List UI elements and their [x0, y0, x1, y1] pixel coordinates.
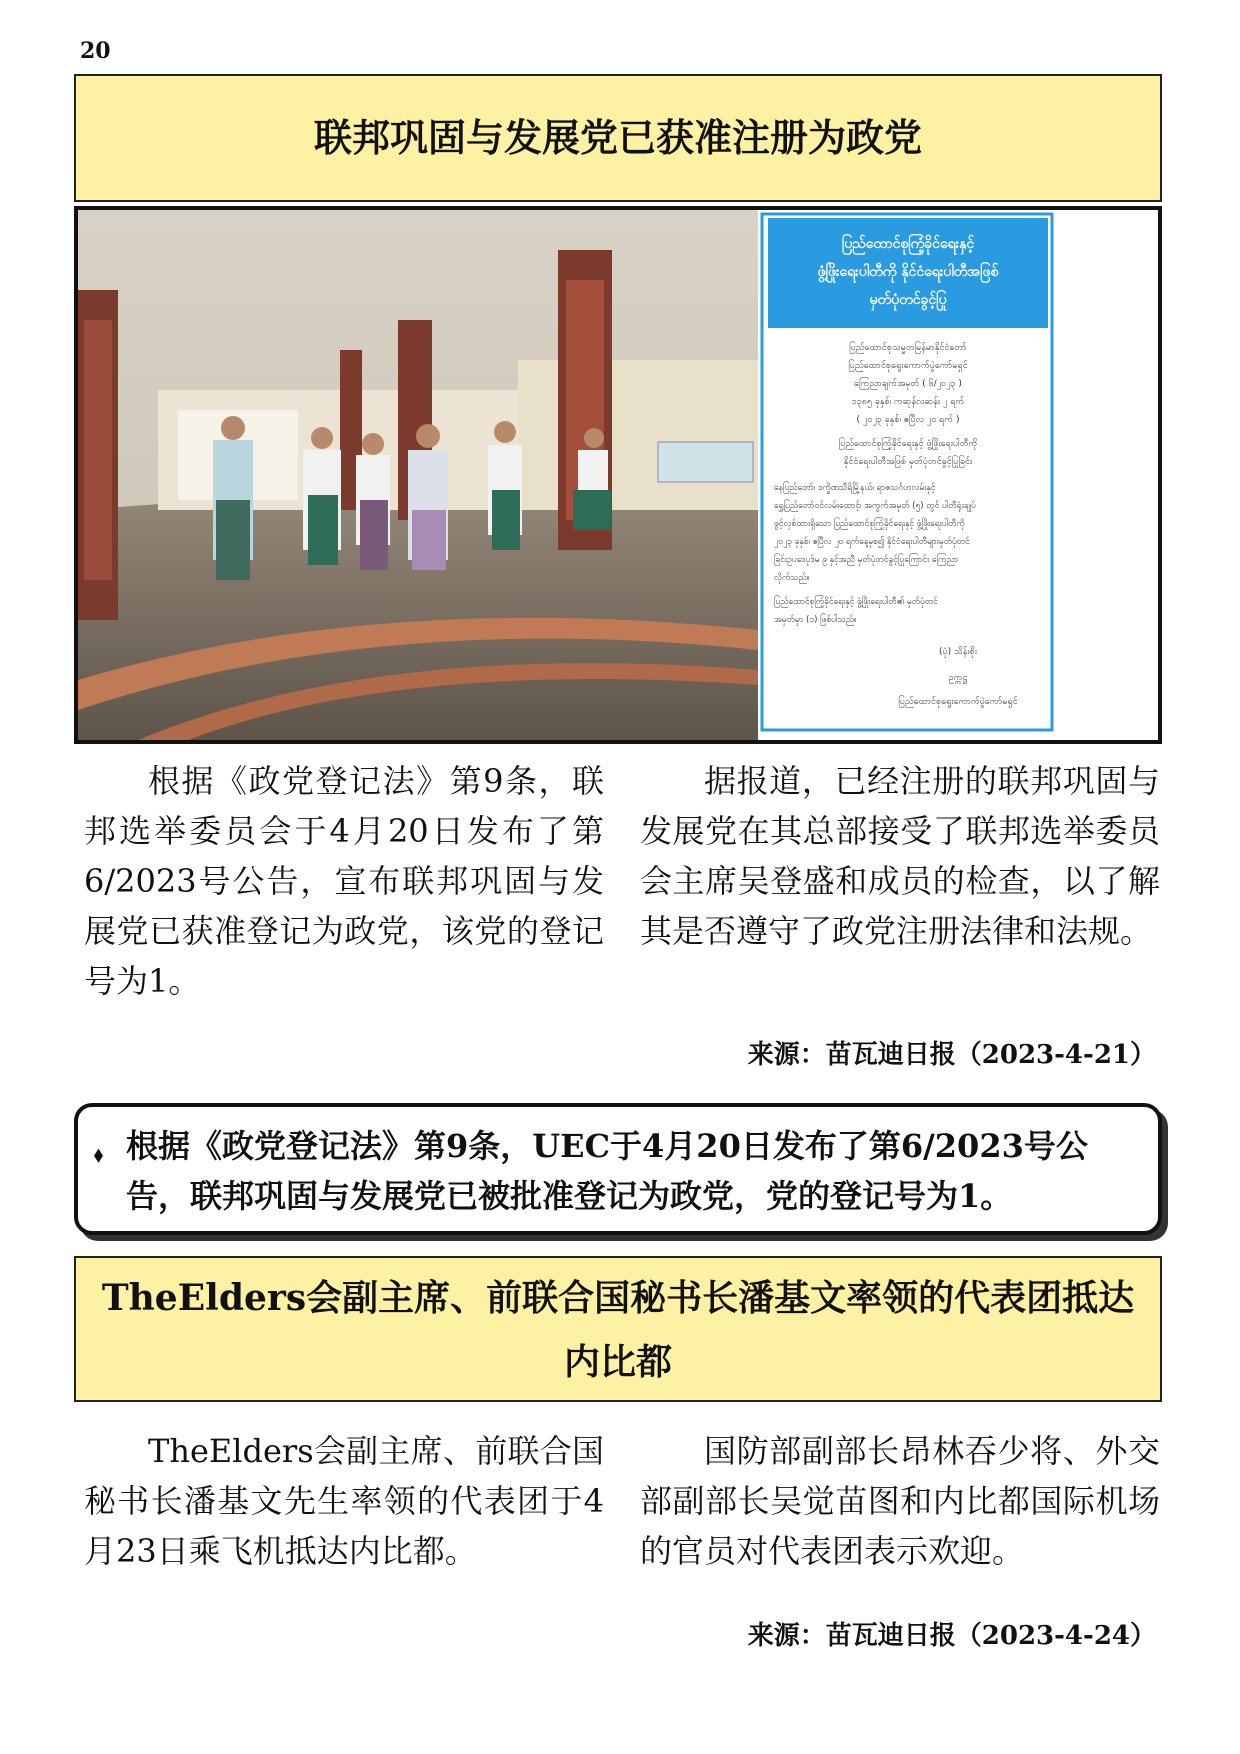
- article2-title: TheElders会副主席、前联合国秘书长潘基文率领的代表团抵达内比都: [74, 1256, 1162, 1402]
- notice-line: ( ၂၀၂၃ ခုနှစ်၊ ဧပြီလ ၂၀ ရက် ): [856, 415, 960, 425]
- notice-line: ပြည်ထောင်စုရွေးကောက်ပွဲကော်မရှင်: [898, 697, 1018, 707]
- diamond-bullet-icon: ⬧: [94, 1142, 103, 1166]
- notice-line: ဖွင့်လှစ်ထားရှိသော ပြည်ထောင်စုကြံ့ခိုင်ရေးနှင့် ဖွံ့ဖြိုးရေးပါတီကို: [774, 519, 965, 529]
- notice-line: ပြည်ထောင်စုရွေးကောက်ပွဲကော်မရှင်: [848, 361, 968, 371]
- article1-right-column: [640, 756, 1160, 956]
- notice-line: လိုက်သည်။: [774, 573, 810, 583]
- notice-heading-3: မှတ်ပုံတင်ခွင့်ပြု: [869, 292, 947, 308]
- article2-right-text: 国防部副部长昂林吞少将、外交部副部长吴觉苗图和内比都国际机场的官员对代表团表示欢迎。: [640, 1432, 1160, 1570]
- article2-left-column: [84, 1426, 604, 1576]
- article1-left-column: [84, 756, 604, 1006]
- notice-line: ဥက္ကဋ္ဌ: [948, 673, 968, 683]
- article2-source: 来源：苗瓦迪日报（2023-4-24）: [747, 1621, 1156, 1651]
- notice-heading-1: ပြည်ထောင်စုကြံ့ခိုင်ရေးနှင့်: [841, 236, 975, 252]
- notice-line: ခြင်းဥပဒေပုဒ်မ ၉ နှင့်အညီ မှတ်ပုံတင်ခွင့်ပြုကြောင်း ကြေညာ: [774, 555, 959, 565]
- article2-right-column: [640, 1426, 1160, 1576]
- notice-line: နိုင်ငံရေးပါတီအဖြစ် မှတ်ပုံတင်ခွင့်ပြုခြင်း: [843, 457, 973, 467]
- notice-line: ၂၀၂၃ ခုနှစ်၊ ဧပြီလ ၂၀ ရက်နေ့မှစ၍ နိုင်ငံရေးပါတီများမှတ်ပုံတင်: [774, 537, 970, 547]
- notice-line: ရွှေပြည်တော်ဝင်လမ်းထောင့်၊ အကွက်အမှတ် (၅) တွင် ပါတီရုံးချုပ်: [774, 501, 976, 511]
- article-title: 联邦巩固与发展党已获准注册为政党: [74, 74, 1162, 202]
- notice-line: ကြေညာချက်အမှတ် ( ၆/၂၀၂၃ ): [854, 379, 962, 389]
- summary-text: 根据《政党登记法》第9条，UEC于4月20日发布了第6/2023号公告，联邦巩固与发展党已被批准登记为政党，党的登记号为1。: [126, 1127, 1088, 1215]
- summary-box: [74, 1103, 1162, 1235]
- article2-left-text: TheElders会副主席、前联合国秘书长潘基文先生率领的代表团于4月23日乘飞机抵达内比都。: [84, 1432, 604, 1570]
- article1-source: 来源：苗瓦迪日报（2023-4-21）: [747, 1040, 1156, 1070]
- notice-heading-2: ဖွံ့ဖြိုးရေးပါတီကို နိုင်ငံရေးပါတီအဖြစ်: [817, 264, 999, 280]
- article1-left-text: 根据《政党登记法》第9条，联邦选举委员会于4月20日发布了第6/2023号公告，宣布联邦巩固与发展党已获准登记为政党，该党的登记号为1。: [84, 762, 604, 1000]
- notice-line: ပြည်ထောင်စုကြံ့ခိုင်ရေးနှင့် ဖွံ့ဖြိုးရေးပါတီ၏ မှတ်ပုံတင်: [774, 597, 938, 607]
- notice-line: ပြည်ထောင်စုကြံ့ခိုင်ရေးနှင့် ဖွံ့ဖြိုးရေးပါတီကို: [838, 439, 978, 449]
- notice-line: နေပြည်တော်၊ ဒက္ခိဏသီရိမြို့နယ်၊ ရာဇသင်္ဂဟလမ်းနှင့်: [774, 483, 936, 493]
- page-number: 20: [80, 38, 111, 64]
- notice-line: (ပုံ) သိန်းစိုး: [938, 647, 978, 657]
- photo-illustration: [78, 210, 1158, 740]
- notice-line: ပြည်ထောင်စုသမ္မတမြန်မာနိုင်ငံတော်: [849, 343, 967, 353]
- news-photo: [74, 206, 1162, 744]
- notice-line: ၁၃၈၅ ခုနှစ်၊ ကဆုန်လဆန်း ၂ ရက်: [851, 397, 965, 407]
- article1-right-text: 据报道，已经注册的联邦巩固与发展党在其总部接受了联邦选举委员会主席吴登盛和成员的检查，以了解其是否遵守了政党注册法律和法规。: [640, 762, 1160, 950]
- notice-line: အမှတ်မှာ (၁) ဖြစ်ပါသည်။: [774, 615, 857, 625]
